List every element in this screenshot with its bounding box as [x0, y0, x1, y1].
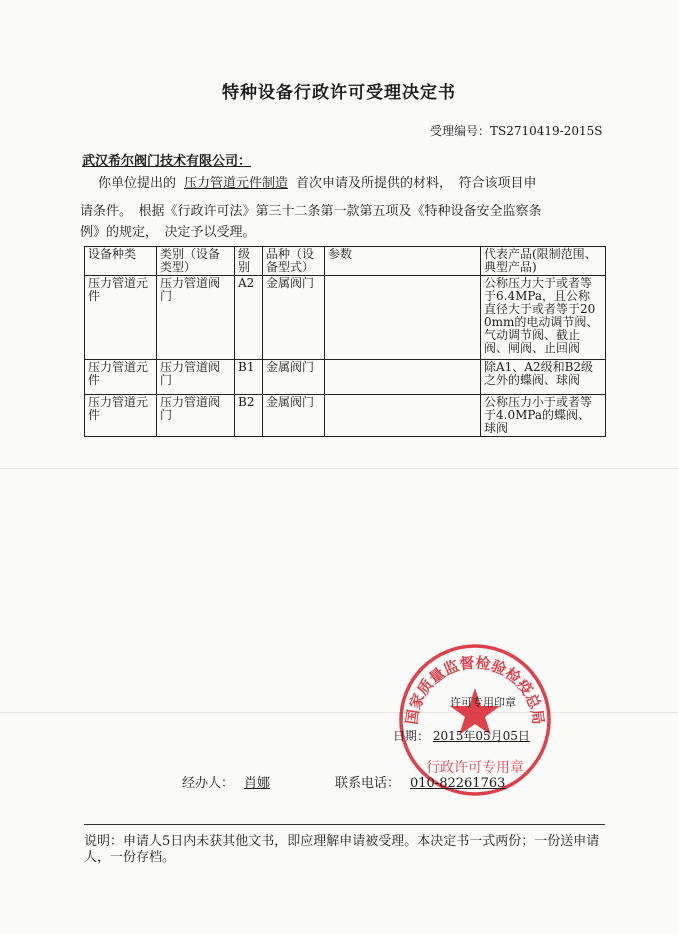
handler-name: 肖娜 [244, 776, 271, 791]
cell-level: A2 [235, 276, 263, 360]
footer-note: 说明：申请人5日内未获其他文书，即应理解申请被受理。本决定书一式两份；一份送申请人，一份存档。 [84, 834, 600, 865]
cell-equipment-type: 压力管道元件 [85, 395, 157, 437]
table-row [85, 395, 606, 437]
phone-number: 010-82261763 [410, 776, 506, 791]
body-paragraph-line1 [98, 176, 537, 192]
header-level: 级别 [235, 247, 263, 276]
cell-equipment-type: 压力管道元件 [85, 276, 157, 360]
cell-parameters [325, 360, 481, 395]
application-item: 压力管道元件制造 [184, 176, 289, 191]
phone-label: 联系电话： [335, 776, 401, 791]
cell-representative-products: 公称压力小于或者等于4.0MPa的蝶阀、球阀 [481, 395, 606, 437]
cell-level: B1 [235, 360, 263, 395]
acceptance-number: 受理编号：TS2710419-2015S [430, 124, 603, 138]
cell-parameters [325, 276, 481, 360]
header-variety: 品种（设备型式） [263, 247, 325, 276]
handler-line [182, 772, 280, 791]
seal-bottom-text: 行政许可专用章 [426, 760, 524, 776]
date-label: 日期： [393, 729, 430, 743]
seal-label: 许可专用印章 [450, 696, 516, 709]
header-parameters: 参数 [325, 247, 481, 276]
table-row [85, 276, 606, 360]
document-title: 特种设备行政许可受理决定书 [222, 83, 456, 103]
date-value: 2015年05月05日 [432, 729, 530, 743]
phone-line [335, 772, 515, 791]
cell-equipment-type: 压力管道元件 [85, 360, 157, 395]
cell-category: 压力管道阀门 [157, 276, 235, 360]
cell-representative-products: 除A1、A2级和B2级之外的蝶阀、球阀 [481, 360, 606, 395]
cell-parameters [325, 395, 481, 437]
table-header-row [85, 247, 606, 276]
seal-ring-text: 国家质量监督检验检疫总局 [402, 653, 548, 726]
footer-divider [84, 824, 605, 825]
para1-post: 首次申请及所提供的材料， 符合该项目申 [296, 176, 537, 191]
cell-category: 压力管道阀门 [157, 395, 235, 437]
table-row [85, 360, 606, 395]
cell-variety: 金属阀门 [263, 276, 325, 360]
para1-pre: 你单位提出的 [98, 176, 177, 191]
scan-artifact-line [0, 468, 678, 469]
cell-category: 压力管道阀门 [157, 360, 235, 395]
scan-artifact-line [0, 712, 678, 713]
handler-label: 经办人： [182, 776, 235, 791]
body-paragraph-line2: 请条件。 根据《行政许可法》第三十二条第一款第五项及《特种设备安全监察条 [80, 204, 542, 219]
header-representative-products: 代表产品(限制范围、典型产品) [481, 247, 606, 276]
header-category: 类别（设备类型） [157, 247, 235, 276]
cell-level: B2 [235, 395, 263, 437]
license-items-table [84, 246, 606, 437]
applicant-company: 武汉希尔阀门技术有限公司： [82, 154, 252, 169]
cell-variety: 金属阀门 [263, 360, 325, 395]
cell-representative-products: 公称压力大于或者等于6.4MPa，且公称直径大于或者等于200mm的电动调节阀、气动调节阀、截止阀、闸阀、止回阀 [481, 276, 606, 360]
date-line [393, 727, 530, 744]
cell-variety: 金属阀门 [263, 395, 325, 437]
body-paragraph-line3: 例》的规定， 决定予以受理。 [80, 225, 256, 240]
header-equipment-type: 设备种类 [85, 247, 157, 276]
